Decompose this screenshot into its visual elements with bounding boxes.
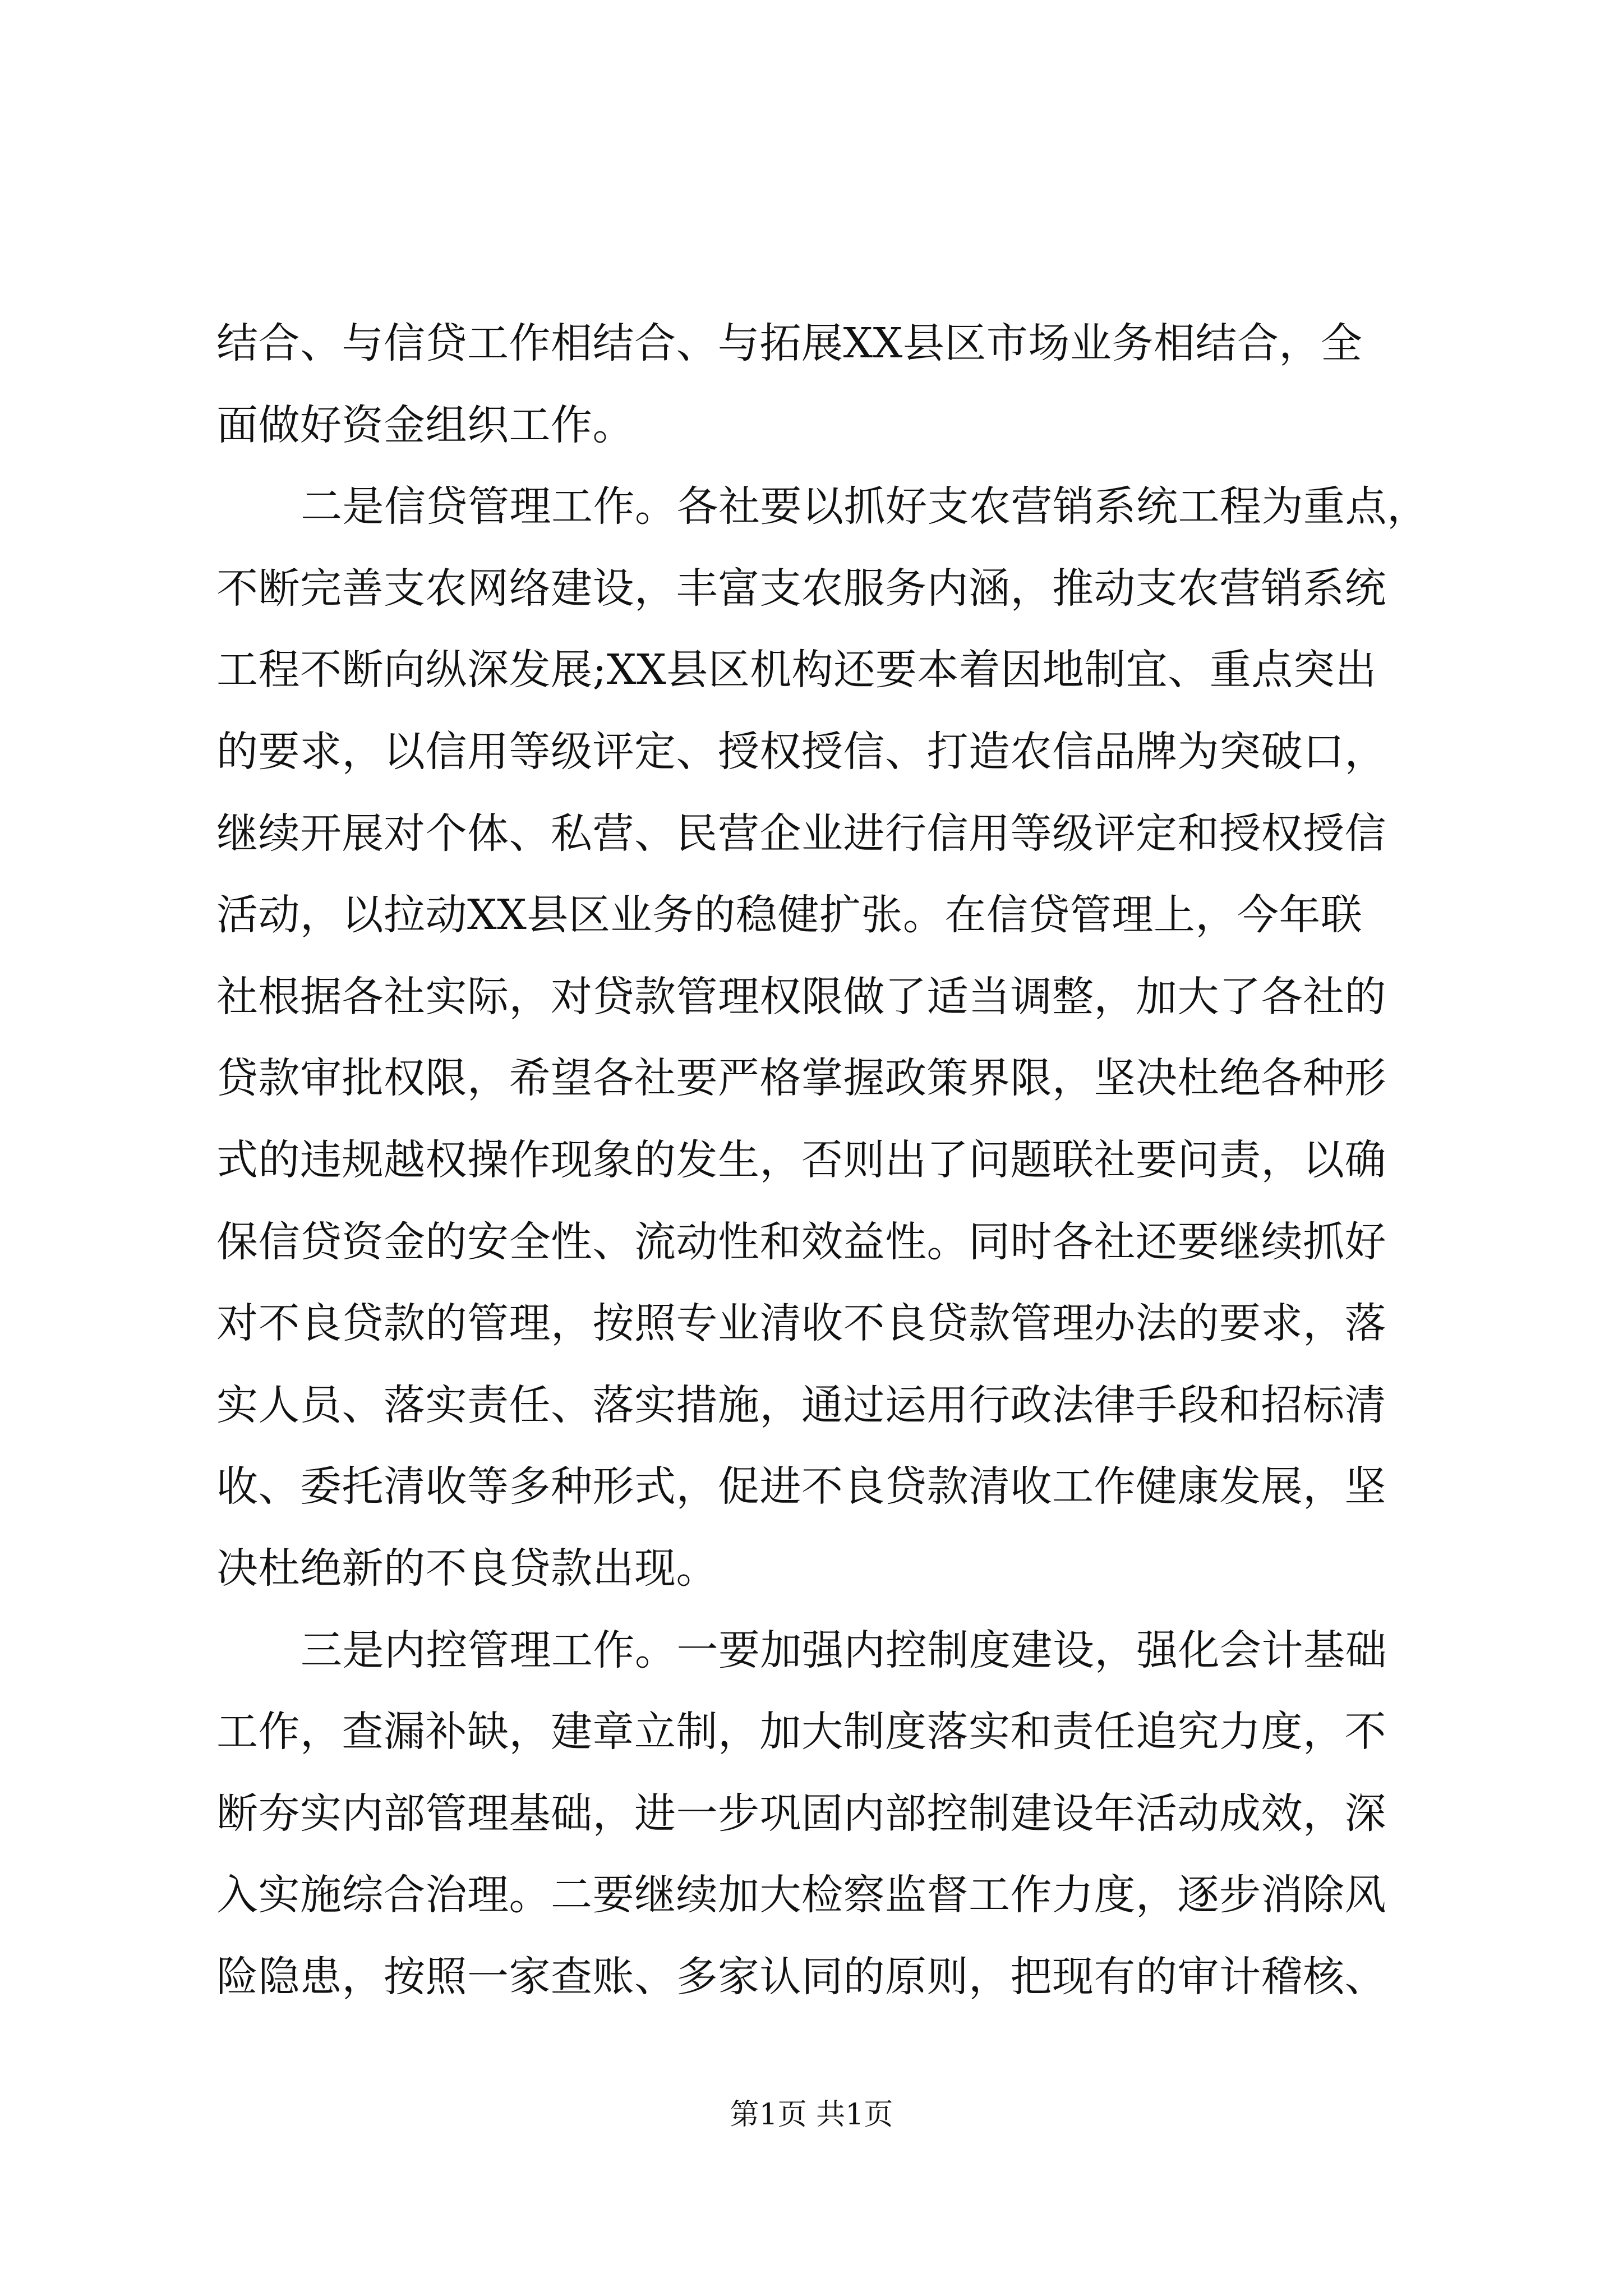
text-line: 实人员、落实责任、落实措施，通过运用行政法律手段和招标清 (216, 1381, 1386, 1429)
text-line: 式的违规越权操作现象的发生，否则出了问题联社要问责，以确 (216, 1135, 1386, 1184)
text-line: 断夯实内部管理基础，进一步巩固内部控制建设年活动成效，深 (216, 1789, 1386, 1838)
text-line: 收、委托清收等多种形式，促进不良贷款清收工作健康发展，坚 (216, 1462, 1386, 1511)
text-line: 不断完善支农网络建设，丰富支农服务内涵，推动支农营销系统 (216, 564, 1386, 613)
page-number-label: 第1页 共1页 (730, 2098, 893, 2132)
text-line: 险隐患，按照一家查账、多家认同的原则，把现有的审计稽核、 (216, 1952, 1386, 2001)
text-line: 贷款审批权限，希望各社要严格掌握政策界限，坚决杜绝各种形 (216, 1054, 1386, 1103)
text-line: 活动，以拉动XX县区业务的稳健扩张。在信贷管理上，今年联 (216, 891, 1363, 940)
page-footer (0, 2095, 1623, 2134)
text-line: 的要求，以信用等级评定、授权授信、打造农信品牌为突破口， (216, 727, 1386, 776)
text-line: 继续开展对个体、私营、民营企业进行信用等级评定和授权授信 (216, 809, 1386, 858)
text-line: 结合、与信贷工作相结合、与拓展XX县区市场业务相结合，全 (216, 319, 1363, 367)
paragraph-start-line: 三是内控管理工作。一要加强内控制度建设，强化会计基础 (301, 1626, 1387, 1674)
paragraph-start-line: 二是信贷管理工作。各社要以抓好支农营销系统工程为重点， (301, 482, 1429, 531)
text-line: 对不良贷款的管理，按照专业清收不良贷款管理办法的要求，落 (216, 1299, 1386, 1348)
text-line: 保信贷资金的安全性、流动性和效益性。同时各社还要继续抓好 (216, 1217, 1386, 1266)
document-body (216, 303, 1467, 2018)
text-line: 工程不断向纵深发展;XX县区机构还要本着因地制宜、重点突出 (216, 646, 1377, 694)
text-line: 入实施综合治理。二要继续加大检察监督工作力度，逐步消除风 (216, 1871, 1386, 1920)
text-line: 社根据各社实际，对贷款管理权限做了适当调整，加大了各社的 (216, 972, 1386, 1021)
text-line: 决杜绝新的不良贷款出现。 (216, 1544, 718, 1593)
text-line: 工作，查漏补缺，建章立制，加大制度落实和责任追究力度，不 (216, 1708, 1386, 1756)
text-line: 面做好资金组织工作。 (216, 401, 634, 449)
